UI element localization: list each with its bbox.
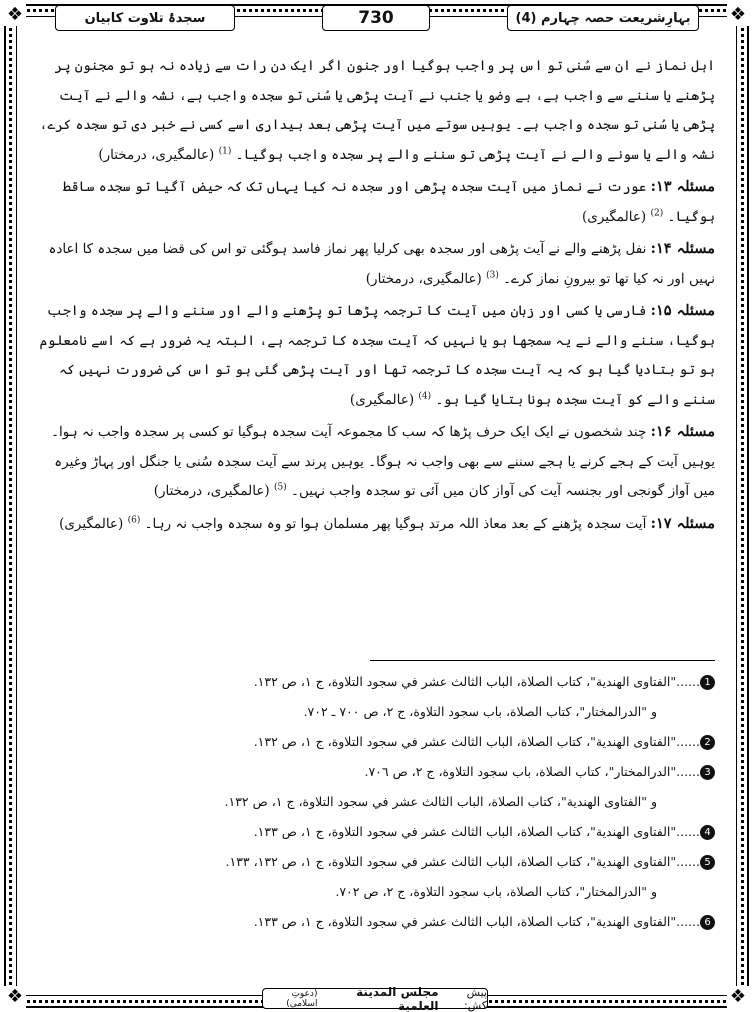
source-citation: (عالمگیری) — [582, 208, 647, 225]
footnote-text: و "الدرالمختار"، كتاب الصلاة، باب سجود التلاوة، ج ٢، ص ٧٠٠ ـ ٧٠٢. — [303, 704, 657, 719]
footnote-number: 6 — [700, 915, 715, 930]
corner-ornament-icon: ❖ — [727, 4, 749, 26]
footnotes-list — [60, 667, 715, 937]
footnote-text: و "الفتاوى الهندية"، كتاب الصلاة، الباب الثالث عشر في سجود التلاوة، ج ١، ص ١٣٢. — [224, 794, 657, 809]
masala-15: مسئلہ ۱۵: فارسی یا کسی اور زبان میں آیت کا ترجمہ پڑھا تو پڑھنے والے اور سننے والے پر سجدہ واجب ہوگیا، سننے والے نے یہ سمجھا ہو یا نہیں کہ آیت سجدہ کا ترجمہ ہے، البتہ یہ ضرور ہے کہ اسے نامعلوم ہو تو بتادیا گیا ہو کہ یہ آیت سجدہ کا ترجمہ تھا اور آیت پڑھی گئی ہو تو اس کی ضرورت نہیں کہ سننے والے کو آیت سجدہ ہونا بتایا گیا ہو۔ $^{(4)}$ (عالمگیری) — [39, 302, 715, 408]
footnote-line — [60, 787, 715, 817]
masala-13: مسئلہ ۱۳: عورت نے نماز میں آیت سجدہ پڑھی اور سجدہ نہ کیا یہاں تک کہ حیض آگیا تو سجدہ ساقط ہوگیا۔ $^{(2)}$ (عالمگیری) — [62, 178, 715, 225]
footnote-text: "الفتاوى الهندية"، كتاب الصلاة، الباب الثالث عشر في سجود التلاوة، ج ١، ص ١٣٢، ١٣٣. — [225, 854, 677, 869]
footnote-divider — [370, 660, 715, 661]
footnote-ref[interactable]: (4) — [418, 391, 432, 401]
footnote-text: "الدرالمختار"، كتاب الصلاة، باب سجود التلاوة، ج ٢، ص ٧٠٦. — [364, 764, 677, 779]
masala-label: مسئلہ ۱۶: — [650, 423, 715, 440]
footnote-leader: ...... — [676, 764, 700, 779]
footnote-text: "الفتاوى الهندية"، كتاب الصلاة، الباب الثالث عشر في سجود التلاوة، ج ١، ص ١٣٣. — [253, 914, 677, 929]
footnote-line — [60, 667, 715, 697]
footnote-ref[interactable]: (1) — [218, 146, 232, 156]
footnote-line — [60, 877, 715, 907]
masala-label: مسئلہ ۱۳: — [650, 178, 715, 195]
footnote-leader: ...... — [676, 734, 700, 749]
page-number: 730 — [358, 8, 394, 28]
footnote-leader: ...... — [676, 824, 700, 839]
corner-ornament-icon: ❖ — [4, 4, 26, 26]
footnote-ref[interactable]: (6) — [127, 515, 141, 525]
source-citation: (عالمگیری، درمختار) — [153, 483, 270, 499]
footnote-ref[interactable]: (5) — [273, 482, 287, 493]
masala-label: مسئلہ ۱۴: — [650, 240, 715, 257]
footnote-leader: ...... — [676, 854, 700, 869]
corner-ornament-icon: ❖ — [727, 986, 749, 1008]
organization-name: (دعوتِ اسلامی) — [286, 988, 318, 1009]
footnote-leader: ...... — [676, 914, 700, 929]
footnote-text: و "الدرالمختار"، كتاب الصلاة، باب سجود التلاوة، ج ٢، ص ٧٠٢. — [335, 884, 657, 899]
footnote-text: "الفتاوى الهندية"، كتاب الصلاة، الباب الثالث عشر في سجود التلاوة، ج ١، ص ١٣٢. — [253, 734, 677, 749]
paragraph: اہل نماز نے ان سے سُنی تو اس پر واجب ہوگیا اور جنون اگر ایک دن رات سے زیادہ نہ ہو تو مجنون پر پڑھنے یا سننے سے واجب ہے، بے وضو یا جنب نے آیت پڑھی یا سُنی تو سجدہ واجب ہے، نشہ والے نے آیت پڑھی یا سُنی تو سجدہ واجب ہے۔ یوہیں سوتے میں آیت پڑھی بعد بیداری اسے کسی نے خبر دی تو سجدہ کرے، نشہ والے یا سونے والے نے آیت پڑھی تو سننے والے پر سجدہ واجب ہوگیا۔ $^{(1)}$ (عالمگیری، درمختار) — [39, 58, 715, 163]
page-number-box — [322, 5, 430, 31]
footnote-leader: ...... — [676, 674, 700, 689]
footnote-text: "الفتاوى الهندية"، كتاب الصلاة، الباب الثالث عشر في سجود التلاوة، ج ١، ص ١٣٢. — [253, 674, 677, 689]
presenter-label: پیش کش: — [464, 985, 487, 1012]
book-title-header — [507, 5, 699, 31]
footnote-line — [60, 817, 715, 847]
footnote-number: 1 — [700, 675, 715, 690]
footnote-ref[interactable]: (3) — [486, 270, 499, 280]
source-citation: (عالمگیری، درمختار) — [98, 146, 215, 163]
footnote-line — [60, 727, 715, 757]
footnote-text: "الفتاوى الهندية"، كتاب الصلاة، الباب الثالث عشر في سجود التلاوة، ج ١، ص ١٣٣. — [253, 824, 677, 839]
masala-16: مسئلہ ۱۶: چند شخصوں نے ایک ایک حرف پڑھا کہ سب کا مجموعہ آیت سجدہ ہوگیا تو کسی پر سجدہ واجب نہ ہوا۔ یوہیں آیت کے ہجے کرنے یا ہجے سننے سے بھی واجب نہ ہوگا۔ یوہیں پرند سے آیت سجدہ سُنی یا جنگل اور پہاڑ وغیرہ میں آواز گونجی اور بجنسہ آیت کی آواز کان میں آئی تو سجدہ واجب نہیں۔ $^{(5)}$ (عالمگیری، درمختار) — [51, 423, 715, 499]
book-title: بہارِشریعت حصہ چہارم (4) — [515, 10, 691, 26]
masala-14: مسئلہ ۱۴: نفل پڑھنے والے نے آیت پڑھی اور سجدہ بھی کرلیا پھر نماز فاسد ہوگئی تو اس کی قضا میں سجدہ کا اعادہ نہیں اور نہ کیا تھا تو بیرونِ نماز کرے۔ $^{(3)}$ (عالمگیری، درمختار) — [48, 240, 715, 287]
footnote-number: 4 — [700, 825, 715, 840]
corner-ornament-icon: ❖ — [4, 986, 26, 1008]
main-text — [38, 52, 715, 541]
chapter-title: سجدۂ تلاوت کابیان — [84, 10, 206, 26]
publisher-name: مجلس المدينة العلمية — [356, 984, 439, 1012]
footnote-line — [60, 757, 715, 787]
footnote-number: 2 — [700, 735, 715, 750]
footnote-line — [60, 847, 715, 877]
source-citation: (عالمگیری، درمختار) — [365, 270, 482, 287]
footnote-number: 3 — [700, 765, 715, 780]
footnote-number: 5 — [700, 855, 715, 870]
chapter-title-header — [55, 5, 235, 31]
masala-17: مسئلہ ۱۷: آیت سجدہ پڑھنے کے بعد معاذ اللہ مرتد ہوگیا پھر مسلمان ہوا تو وہ سجدہ واجب نہ رہا۔ $^{(6)}$ (عالمگیری) — [59, 514, 715, 532]
source-citation: (عالمگیری) — [349, 391, 415, 408]
publisher-footer — [262, 984, 488, 1012]
footnote-ref[interactable]: (2) — [650, 208, 664, 218]
masala-label: مسئلہ ۱۷: — [650, 514, 715, 532]
masala-label: مسئلہ ۱۵: — [650, 302, 715, 319]
source-citation: (عالمگیری) — [59, 515, 124, 532]
footnote-line — [60, 697, 715, 727]
footnote-line — [60, 907, 715, 937]
